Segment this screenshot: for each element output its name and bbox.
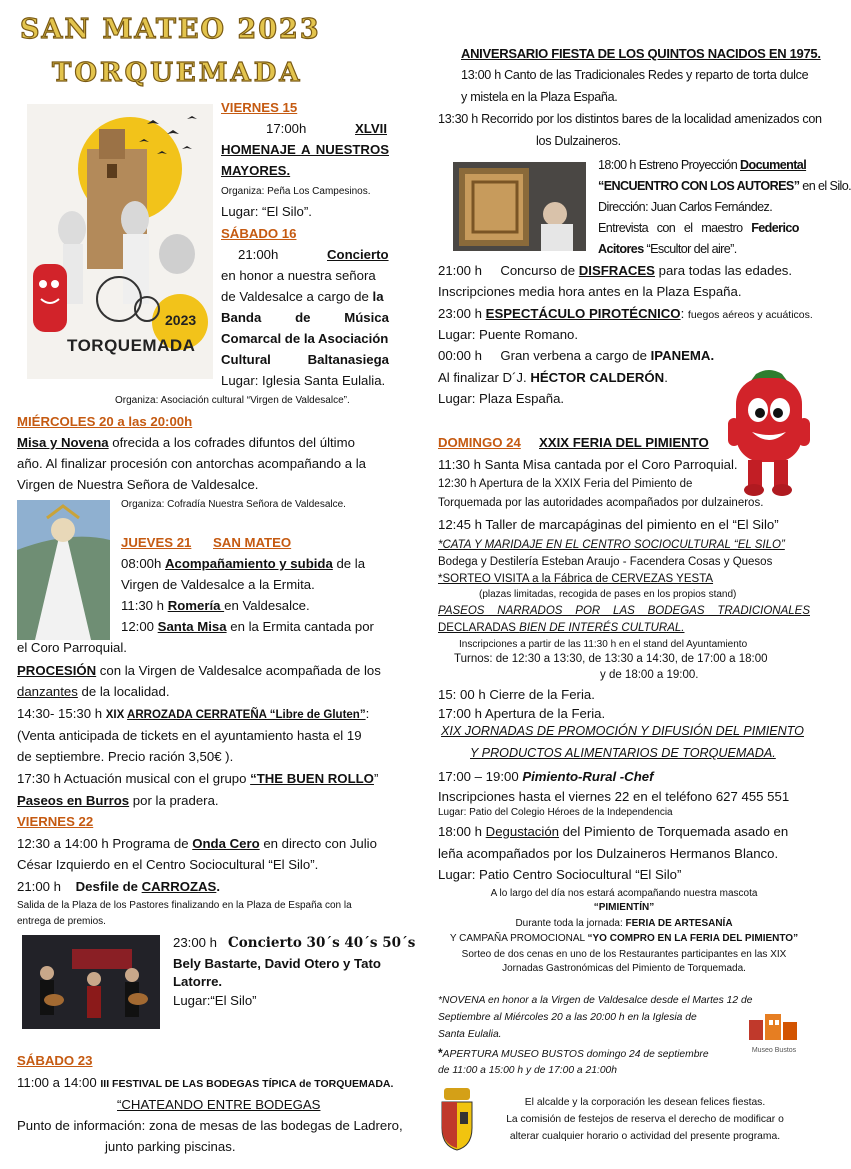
artesania-line: Durante toda la jornada: FERIA DE ARTESANÍA <box>515 918 733 929</box>
domingo-24-line: 12:45 h Taller de marcapáginas del pimiento en el “El Silo” <box>438 517 779 532</box>
sabado-23-line: “CHATEANDO ENTRE BODEGAS <box>117 1097 321 1112</box>
sabado-16-heading: SÁBADO 16 <box>221 226 297 241</box>
domingo-24-line: 11:30 h Santa Misa cantada por el Coro Parroquial. <box>438 457 738 472</box>
concierto-line: Lugar:“El Silo” <box>173 993 257 1008</box>
documental-line: Acitores “Escultor del aire”. <box>598 242 737 256</box>
sabado-16-line: en honor a nuestra señora <box>221 268 376 283</box>
jueves-21-saint: SAN MATEO <box>213 535 292 550</box>
viernes-22-note: Salida de la Plaza de los Pastores finalizando en la Plaza de España con la <box>17 900 352 911</box>
sabado-16-time: 21:00h <box>238 247 279 262</box>
museo-note: de 11:00 a 15:00 h y de 17:00 a 21:00h <box>438 1065 618 1076</box>
sabado-23-heading: SÁBADO 23 <box>17 1053 93 1068</box>
domingo-24-line: 15: 00 h Cierre de la Feria. <box>438 687 595 702</box>
closing-line: El alcalde y la corporación les desean felices fiestas. <box>524 1097 766 1108</box>
sabado-23-line: Punto de información: zona de mesas de las bodegas de Ladrero, <box>17 1118 403 1133</box>
jueves-21-line: (Venta anticipada de tickets en el ayuntamiento hasta el 19 <box>17 728 362 743</box>
miercoles-20-line: Misa y Novena ofrecida a los cofrades difuntos del último <box>17 435 355 450</box>
viernes-15-time: 17:00h <box>266 121 307 136</box>
viernes-15-place: Lugar: “El Silo”. <box>221 204 312 219</box>
viernes-15-title-line3: MAYORES. <box>221 163 291 178</box>
novena-note: Santa Eulalia. <box>438 1029 502 1040</box>
domingo-24-line: Inscripciones hasta el viernes 22 en el teléfono 627 455 551 <box>438 789 790 804</box>
virgin-image <box>17 500 110 640</box>
viernes-22-line: César Izquierdo en el Centro Sociocultural “El Silo”. <box>17 857 319 872</box>
degustacion-line: 18:00 h Degustación del Pimiento de Torquemada asado en <box>438 824 789 839</box>
sabado-16-line: de Valdesalce a cargo de la <box>221 289 384 304</box>
viernes-15-heading: VIERNES 15 <box>221 100 298 115</box>
aniversario-line: los Dulzaineros. <box>536 134 621 148</box>
sabado-noche-line: Inscripciones media hora antes en la Plaza España. <box>438 284 742 299</box>
documental-line: Entrevista con el maestro Federico <box>598 221 799 235</box>
sorteo-visita: *SORTEO VISITA a la Fábrica de CERVEZAS YESTA <box>438 573 714 585</box>
sabado-noche-line: Lugar: Plaza España. <box>438 391 565 406</box>
domingo-24-line: Bodega y Destilería Esteban Araujo - Facendera Cosas y Quesos <box>438 556 773 568</box>
jueves-21-line: 11:30 h Romería en Valdesalce. <box>121 598 310 613</box>
domingo-24-line: Lugar: Patio del Colegio Héroes de la Independencia <box>438 807 673 818</box>
aniversario-title: ANIVERSARIO FIESTA DE LOS QUINTOS NACIDOS EN 1975. <box>461 46 821 61</box>
miercoles-20-line: Virgen de Nuestra Señora de Valdesalce. <box>17 477 259 492</box>
sabado-16-org: Organiza: Asociación cultural “Virgen de Valdesalce”. <box>115 395 350 406</box>
jornadas-title: XIX JORNADAS DE PROMOCIÓN Y DIFUSIÓN DEL PIMIENTO <box>441 724 804 738</box>
aniversario-line: y mistela en la Plaza España. <box>461 90 618 104</box>
viernes-15-title-line2: HOMENAJE A NUESTROS <box>221 142 389 157</box>
museo-note: *APERTURA MUSEO BUSTOS domingo 24 de septiembre <box>438 1046 709 1060</box>
coat-of-arms-logo <box>438 1086 476 1152</box>
cata-maridaje: *CATA Y MARIDAJE EN EL CENTRO SOCIOCULTURAL “EL SILO” <box>438 539 785 551</box>
museo-bustos-logo <box>745 1010 803 1052</box>
feria-pimiento-title: XXIX FERIA DEL PIMIENTO <box>539 435 709 450</box>
viernes-22-note: entrega de premios. <box>17 916 106 927</box>
jueves-21-line: PROCESIÓN con la Virgen de Valdesalce acompañada de los <box>17 663 381 678</box>
pimiento-chef: 17:00 – 19:00 Pimiento-Rural -Chef <box>438 769 654 784</box>
closing-line: La comisión de festejos de reserva el derecho de modificar o <box>506 1114 784 1125</box>
poster-image <box>27 104 213 379</box>
header-title: SAN MATEO 2023 <box>20 14 321 45</box>
mascota-line: A lo largo del día nos estará acompañando nuestra mascota <box>490 888 758 899</box>
domingo-24-heading: DOMINGO 24 <box>438 435 521 450</box>
viernes-22-line: 12:30 a 14:00 h Programa de Onda Cero en directo con Julio <box>17 836 377 851</box>
jueves-21-line: Virgen de Valdesalce a la Ermita. <box>121 577 315 592</box>
aniversario-line: 13:30 h Recorrido por los distintos bares de la localidad amenizados con <box>438 112 822 126</box>
jueves-21-line: danzantes de la localidad. <box>17 684 170 699</box>
poster-year: 2023 <box>165 312 197 328</box>
jueves-21-line: 08:00h Acompañamiento y subida de la <box>121 556 366 571</box>
mascot-pimientin-image <box>728 368 810 498</box>
jueves-21-heading: JUEVES 21 <box>121 535 192 550</box>
jornadas-title: Y PRODUCTOS ALIMENTARIOS DE TORQUEMADA. <box>470 746 776 760</box>
documental-line: 18:00 h Estreno Proyección Documental <box>598 158 807 172</box>
jueves-21-line: 12:00 Santa Misa en la Ermita cantada por <box>121 619 374 634</box>
jueves-21-line: de septiembre. Precio ración 3,50€ ). <box>17 749 234 764</box>
jueves-21-line: Paseos en Burros por la pradera. <box>17 793 219 808</box>
jueves-21-line: el Coro Parroquial. <box>17 640 127 655</box>
sabado-noche-line: 23:00 h ESPECTÁCULO PIROTÉCNICO: fuegos aéreos y acuáticos. <box>438 306 813 321</box>
aniversario-line: 13:00 h Canto de las Tradicionales Redes y reparto de torta dulce <box>461 68 809 82</box>
closing-line: alterar cualquier horario o actividad del presente programa. <box>509 1131 781 1142</box>
jueves-21-line: 17:30 h Actuación musical con el grupo “THE BUEN ROLLO” <box>17 771 379 786</box>
sabado-noche-line: Al finalizar D´J. HÉCTOR CALDERÓN. <box>438 370 668 385</box>
viernes-15-title: XLVII <box>355 121 387 136</box>
paseos-narrados: DECLARADAS BIEN DE INTERÉS CULTURAL. <box>438 622 685 634</box>
domingo-24-line: y de 18:00 a 19:00. <box>600 669 699 681</box>
concierto-line: Latorre. <box>173 974 223 989</box>
domingo-24-line: 17:00 h Apertura de la Feria. <box>438 706 606 721</box>
sabado-16-line: Banda de Música <box>221 310 389 325</box>
novena-note: *NOVENA en honor a la Virgen de Valdesalce desde el Martes 12 de <box>438 995 753 1006</box>
sabado-23-line: junto parking piscinas. <box>105 1139 236 1154</box>
viernes-22-line: 21:00 h Desfile de CARROZAS. <box>17 879 221 894</box>
museo-bustos-label: Museo Bustos <box>751 1047 797 1054</box>
poster-name: TORQUEMADA <box>67 336 196 355</box>
miercoles-20-line: año. Al finalizar procesión con antorchas acompañando a la <box>17 456 366 471</box>
domingo-24-line: Torquemada por las autoridades acompañados por dulzaineros. <box>438 497 764 509</box>
sculptor-image <box>453 162 586 251</box>
sabado-16-title: Concierto <box>327 247 389 262</box>
sabado-23-line: 11:00 a 14:00 III FESTIVAL DE LAS BODEGAS TÍPICA de TORQUEMADA. <box>17 1075 394 1090</box>
header-subtitle: TORQUEMADA <box>52 58 303 88</box>
paseos-narrados: PASEOS NARRADOS POR LAS BODEGAS TRADICIONALES <box>438 605 810 617</box>
sabado-noche-line: 00:00 h Gran verbena a cargo de IPANEMA. <box>438 348 715 363</box>
mascota-name: “PIMIENTÍN” <box>593 902 655 913</box>
miercoles-20-org: Organiza: Cofradía Nuestra Señora de Valdesalce. <box>121 499 346 510</box>
documental-line: “ENCUENTRO CON LOS AUTORES” en el Silo. <box>598 179 851 193</box>
jueves-21-line: 14:30- 15:30 h XIX ARROZADA CERRATEÑA “Libre de Gluten”: <box>17 706 370 721</box>
viernes-22-heading: VIERNES 22 <box>17 814 94 829</box>
sorteo-line: Jornadas Gastronómicas del Pimiento de Torquemada. <box>502 963 746 974</box>
domingo-24-line: Turnos: de 12:30 a 13:30, de 13:30 a 14:30, de 17:00 a 18:00 <box>454 653 768 665</box>
concierto-line: 23:00 h Concierto 30´s 40´s 50´s <box>173 935 416 951</box>
sabado-16-line: Cultural Baltanasiega <box>221 352 389 367</box>
domingo-24-line: Lugar: Patio Centro Sociocultural “El Silo” <box>438 867 682 882</box>
domingo-24-line: 12:30 h Apertura de la XXIX Feria del Pimiento de <box>438 478 693 490</box>
campana-line: Y CAMPAÑA PROMOCIONAL “YO COMPRO EN LA FERIA DEL PIMIENTO” <box>449 933 799 944</box>
documental-line: Dirección: Juan Carlos Fernández. <box>598 200 773 214</box>
domingo-24-line: (plazas limitadas, recogida de pases en los propios stand) <box>479 589 737 600</box>
domingo-24-line: leña acompañados por los Dulzaineros Hermanos Blanco. <box>438 846 779 861</box>
sabado-16-line: Comarcal de la Asociación <box>221 331 389 346</box>
sabado-noche-line: Lugar: Puente Romano. <box>438 327 579 342</box>
sabado-noche-line: 21:00 h Concurso de DISFRACES para todas las edades. <box>438 263 793 278</box>
domingo-24-line: Inscripciones a partir de las 11:30 h en el stand del Ayuntamiento <box>459 639 748 650</box>
band-image <box>22 935 160 1029</box>
sorteo-line: Sorteo de dos cenas en uno de los Restaurantes participantes en las XIX <box>461 949 787 960</box>
concierto-line: Bely Bastarte, David Otero y Tato <box>173 956 381 971</box>
miercoles-20-heading: MIÉRCOLES 20 a las 20:00h <box>17 414 193 429</box>
sabado-16-place: Lugar: Iglesia Santa Eulalia. <box>221 373 386 388</box>
novena-note: Septiembre al Miércoles 20 a las 20:00 h en la Iglesia de <box>438 1012 697 1023</box>
viernes-15-org: Organiza: Peña Los Campesinos. <box>221 186 371 197</box>
